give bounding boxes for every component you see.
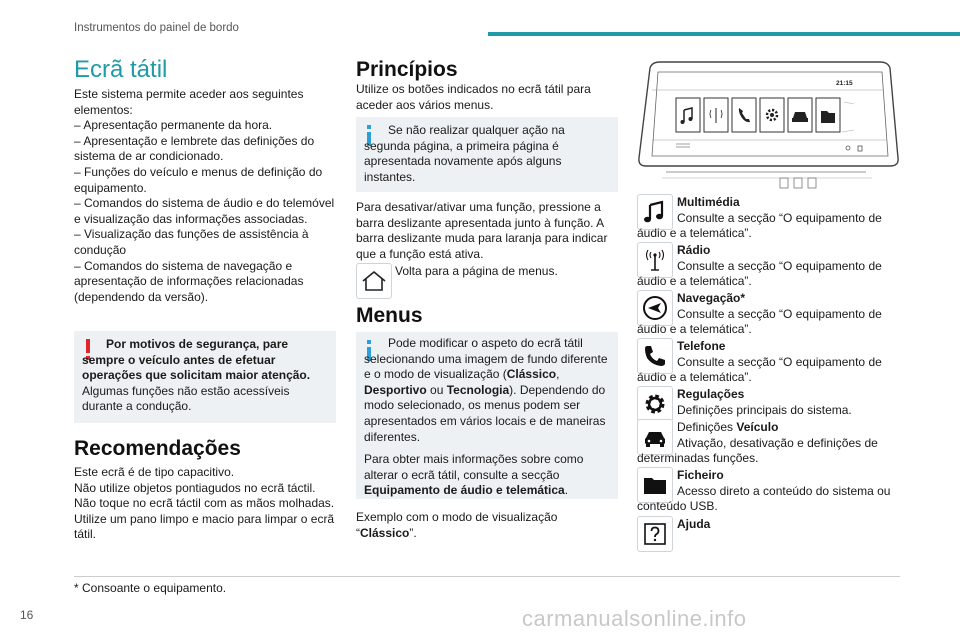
- entry-title: Navegação*: [677, 291, 746, 305]
- info2-part: ou: [426, 382, 447, 397]
- caption-part: ”.: [409, 525, 417, 540]
- safety-warning-box: [74, 331, 336, 423]
- entry-navigation: [637, 291, 899, 338]
- section-reference: Equipamento de áudio e telemática: [364, 483, 565, 498]
- caption-part: Exemplo com o modo de visualização “: [356, 510, 558, 540]
- header-accent-bar: [488, 32, 960, 36]
- recommendations-text: [74, 465, 344, 543]
- intro-line: – Apresentação permanente da hora.: [74, 118, 273, 133]
- mode-sport: Desportivo: [364, 382, 427, 397]
- touchscreen-illustration: [636, 60, 900, 190]
- section-title-principles: Princípios: [356, 58, 458, 81]
- entry-help: [637, 517, 899, 533]
- intro-line: – Comandos do sistema de navegação e apresentação de informações relacionadas (dependendo da versão).: [74, 258, 304, 304]
- display-mode-text: [364, 336, 616, 445]
- slider-explanation: Para desativar/ativar uma função, pressione a barra deslizante apresentada junto à função. A barra deslizante muda para laranja para indicar que a função está ativa.: [356, 200, 608, 261]
- info2-part: Para obter mais informações sobre como alterar o ecrã tátil, consulte a secção: [364, 452, 584, 482]
- rec-line: Este ecrã é de tipo capacitivo.: [74, 465, 235, 479]
- entry-settings: [637, 387, 899, 418]
- intro-line: – Comandos do sistema de áudio e do telemóvel e visualização das informações associadas.: [74, 196, 335, 226]
- entry-title: Ajuda: [677, 517, 711, 531]
- rec-line: Não utilize objetos pontiagudos no ecrã táctil.: [74, 480, 316, 495]
- warning-text: [82, 337, 332, 415]
- principles-intro: Utilize os botões indicados no ecrã tátil para aceder aos vários menus.: [356, 82, 591, 112]
- section-title-menus: Menus: [356, 304, 423, 327]
- info-box-display-mode: [356, 332, 618, 499]
- intro-line: Este sistema permite aceder aos seguintes elementos:: [74, 87, 304, 117]
- entry-title-prefix: Definições: [677, 420, 737, 434]
- info2-part: .: [564, 483, 569, 498]
- entry-text: Consulte a secção “O equipamento de áudio e a telemática”.: [637, 306, 882, 337]
- entry-text: Consulte a secção “O equipamento de áudio e a telemática”.: [637, 210, 882, 241]
- home-description: Volta para a página de menus.: [395, 264, 558, 278]
- entry-text: Definições principais do sistema.: [677, 402, 852, 417]
- entry-phone: [637, 339, 899, 386]
- entry-text: Consulte a secção “O equipamento de áudio e a telemática”.: [637, 354, 882, 385]
- screen-clock: 21:15: [836, 80, 853, 87]
- entry-multimedia: [637, 195, 899, 242]
- info2-part: ). Dependendo do modo selecionado, os menus podem ser apresentados em vários locais e de maneiras diferentes.: [364, 382, 606, 444]
- caption-bold: Clássico: [360, 525, 410, 540]
- entry-title: Rádio: [677, 243, 711, 257]
- entry-title: Multimédia: [677, 195, 740, 209]
- intro-line: – Visualização das funções de assistência à condução: [74, 227, 309, 257]
- watermark: carmanualsonline.info: [522, 606, 747, 631]
- entry-file: [637, 468, 899, 515]
- entry-text: Consulte a secção “O equipamento de áudio e a telemática”.: [637, 258, 882, 289]
- entry-radio: [637, 243, 899, 290]
- mode-classic: Clássico: [506, 367, 557, 382]
- footnote: * Consoante o equipamento.: [74, 581, 227, 595]
- intro-line: – Funções do veículo e menus de definição do equipamento.: [74, 164, 323, 195]
- info-text: Se não realizar qualquer ação na segunda página, a primeira página é apresentada novamente após alguns instantes.: [364, 123, 565, 184]
- entry-text: Acesso direto a conteúdo do sistema ou conteúdo USB.: [637, 483, 891, 514]
- warning-normal: Algumas funções não estão acessíveis durante a condução.: [82, 383, 290, 414]
- info-box-second-page: [356, 117, 618, 192]
- entry-title: Telefone: [677, 339, 726, 353]
- mode-technology: Tecnologia: [446, 382, 510, 397]
- section-title-touchscreen: Ecrã tátil: [74, 56, 168, 83]
- running-header: Instrumentos do painel de bordo: [74, 22, 239, 34]
- touchscreen-intro: [74, 87, 336, 305]
- entry-title: Regulações: [677, 387, 745, 401]
- home-icon: [356, 263, 392, 299]
- info2-part: Pode modificar o aspeto do ecrã tátil selecionando uma imagem de fundo diferente e o modo de visualização (: [364, 336, 608, 382]
- warning-bold: Por motivos de segurança, pare sempre o veículo antes de efetuar operações que solicitam maior atenção.: [82, 337, 311, 383]
- info2-part: ,: [556, 367, 560, 382]
- example-caption: [356, 510, 586, 541]
- section-title-recommendations: Recomendações: [74, 437, 241, 460]
- page-number: 16: [20, 608, 34, 622]
- entry-title: Veículo: [736, 420, 779, 434]
- intro-line: – Apresentação e lembrete das definições do sistema de ar condicionado.: [74, 133, 315, 164]
- rec-line: Utilize um pano limpo e macio para limpar o ecrã tátil.: [74, 511, 335, 542]
- entry-vehicle: [637, 420, 899, 467]
- footnote-rule: [74, 576, 900, 577]
- entry-title: Ficheiro: [677, 468, 724, 482]
- display-mode-more: [364, 452, 616, 499]
- entry-text: Ativação, desativação e definições de determinadas funções.: [637, 435, 878, 466]
- rec-line: Não toque no ecrã táctil com as mãos molhadas.: [74, 496, 335, 511]
